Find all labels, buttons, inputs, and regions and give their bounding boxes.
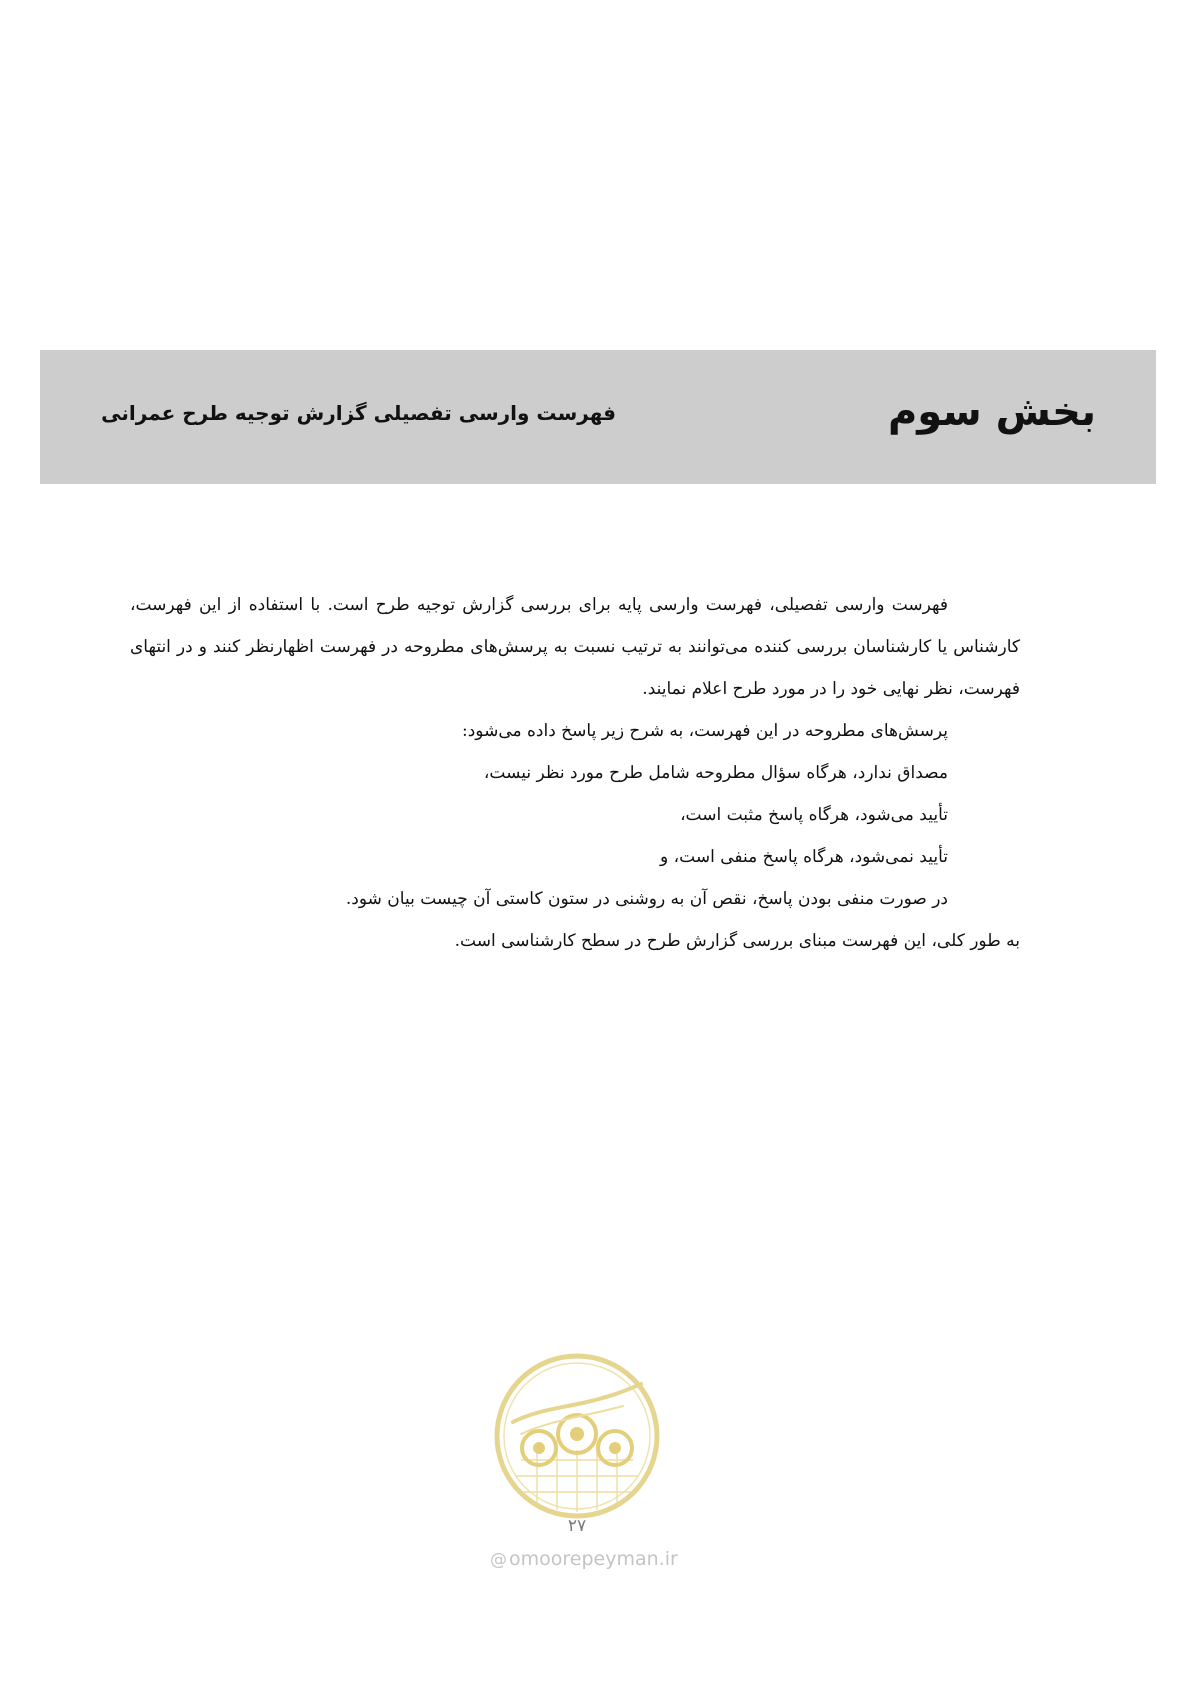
seal-logo [491, 1350, 663, 1522]
negative-answer-note: در صورت منفی بودن پاسخ، نقص آن به روشنی در ستون کاستی آن چیست بیان شود. [345, 889, 948, 909]
answer-not-applicable: مصداق ندارد، هرگاه سؤال مطروحه شامل طرح مورد نظر نیست، [483, 763, 948, 783]
section-title: فهرست وارسی تفصیلی گزارش توجیه طرح عمرانی [101, 401, 616, 425]
intro-paragraph: فهرست وارسی تفصیلی، فهرست وارسی پایه برای بررسی گزارش توجیه طرح است. با استفاده از این فهرست، کارشناس یا کارشناسان بررسی کننده می‌توانند به ترتیب نسبت به پرسش‌های مطروحه در فهرست اظهارنظر کنند و در انتهای فهرست، نظر نهایی خود را در مورد طرح اعلام نمایند. [130, 595, 1020, 699]
at-icon: @ [490, 1550, 507, 1570]
watermark-text: omoorepeyman.ir [509, 1548, 678, 1570]
section-banner [40, 350, 1156, 484]
answer-intro: پرسش‌های مطروحه در این فهرست، به شرح زیر پاسخ داده می‌شود: [462, 721, 948, 741]
page-number: ۲۷ [567, 1516, 587, 1536]
answer-not-approved: تأیید نمی‌شود، هرگاه پاسخ منفی است، و [660, 847, 948, 867]
body-text [130, 584, 1020, 962]
website-watermark [490, 1546, 690, 1572]
answer-approved: تأیید می‌شود، هرگاه پاسخ مثبت است، [680, 805, 948, 825]
section-label: بخش سوم [887, 389, 1096, 435]
summary-paragraph: به طور کلی، این فهرست مبنای بررسی گزارش طرح در سطح کارشناسی است. [454, 931, 1020, 951]
